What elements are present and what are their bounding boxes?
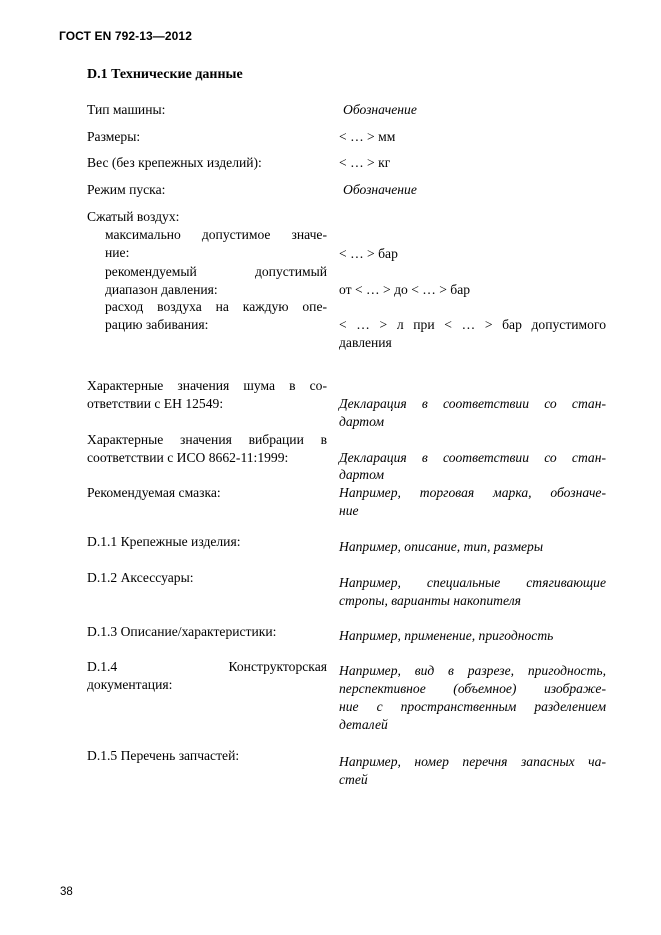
lubricant-value-line1: Например, торговая марка, обозначе- (339, 485, 606, 500)
noise-value-line2: дартом (339, 414, 385, 429)
vibration-label-line1: Характерные значения вибрации в (87, 432, 327, 447)
d13-label: D.1.3 Описание/характеристики: (87, 624, 277, 639)
start-mode-label: Режим пуска: (87, 182, 166, 197)
standard-header: ГОСТ EN 792-13—2012 (59, 29, 192, 43)
d11-value: Например, описание, тип, размеры (339, 539, 544, 554)
d14-label-line1: D.1.4 Конструкторская (87, 659, 327, 674)
noise-label-line2: ответствии с ЕН 12549: (87, 396, 224, 411)
d15-label: D.1.5 Перечень запчастей: (87, 748, 240, 763)
noise-label-line1: Характерные значения шума в со- (87, 378, 327, 393)
d14-value-line2: перспективное (объемное) изображе- (339, 681, 606, 696)
d14-label-line2: документация: (87, 677, 173, 692)
max-pressure-value: < … > бар (339, 246, 398, 261)
weight-value: < … > кг (339, 155, 391, 170)
lubricant-label: Рекомендуемая смазка: (87, 485, 221, 500)
d11-label: D.1.1 Крепежные изделия: (87, 534, 241, 549)
air-consumption-label-line2: рацию забивания: (105, 317, 209, 332)
max-pressure-label-line1: максимально допустимое значе- (105, 227, 327, 242)
d14-value-line3: ние с пространственным разделением (339, 699, 606, 714)
weight-label: Вес (без крепежных изделий): (87, 155, 262, 170)
max-pressure-label-line2: ние: (105, 245, 130, 260)
vibration-label-line2: соответствии с ИСО 8662-11:1999: (87, 450, 289, 465)
start-mode-value: Обозначение (343, 182, 417, 197)
rec-range-value: от < … > до < … > бар (339, 282, 471, 297)
d12-label: D.1.2 Аксессуары: (87, 570, 194, 585)
vibration-value-line1: Декларация в соответствии со стан- (339, 450, 606, 465)
rec-range-label-line1: рекомендуемый допустимый (105, 264, 327, 279)
compressed-air-label: Сжатый воздух: (87, 209, 180, 224)
dimensions-label: Размеры: (87, 129, 141, 144)
d15-value-line2: стей (339, 772, 368, 787)
air-consumption-value-line1: < … > л при < … > бар допустимого (339, 317, 606, 332)
section-title: D.1 Технические данные (87, 67, 243, 82)
d15-value-line1: Например, номер перечня запасных ча- (339, 754, 606, 769)
d12-value-line1: Например, специальные стягивающие (339, 575, 606, 590)
d13-value: Например, применение, пригодность (339, 628, 554, 643)
machine-type-value: Обозначение (343, 102, 417, 117)
rec-range-label-line2: диапазон давления: (105, 282, 218, 297)
machine-type-label: Тип машины: (87, 102, 166, 117)
noise-value-line1: Декларация в соответствии со стан- (339, 396, 606, 411)
lubricant-value-line2: ние (339, 503, 359, 518)
air-consumption-label-line1: расход воздуха на каждую опе- (105, 299, 327, 314)
vibration-value-line2: дартом (339, 467, 385, 482)
d12-value-line2: стропы, варианты накопителя (339, 593, 521, 608)
dimensions-value: < … > мм (339, 129, 396, 144)
air-consumption-value-line2: давления (339, 335, 392, 350)
d14-value-line4: деталей (339, 717, 388, 732)
page-number: 38 (60, 886, 73, 898)
d14-value-line1: Например, вид в разрезе, пригодность, (339, 663, 606, 678)
